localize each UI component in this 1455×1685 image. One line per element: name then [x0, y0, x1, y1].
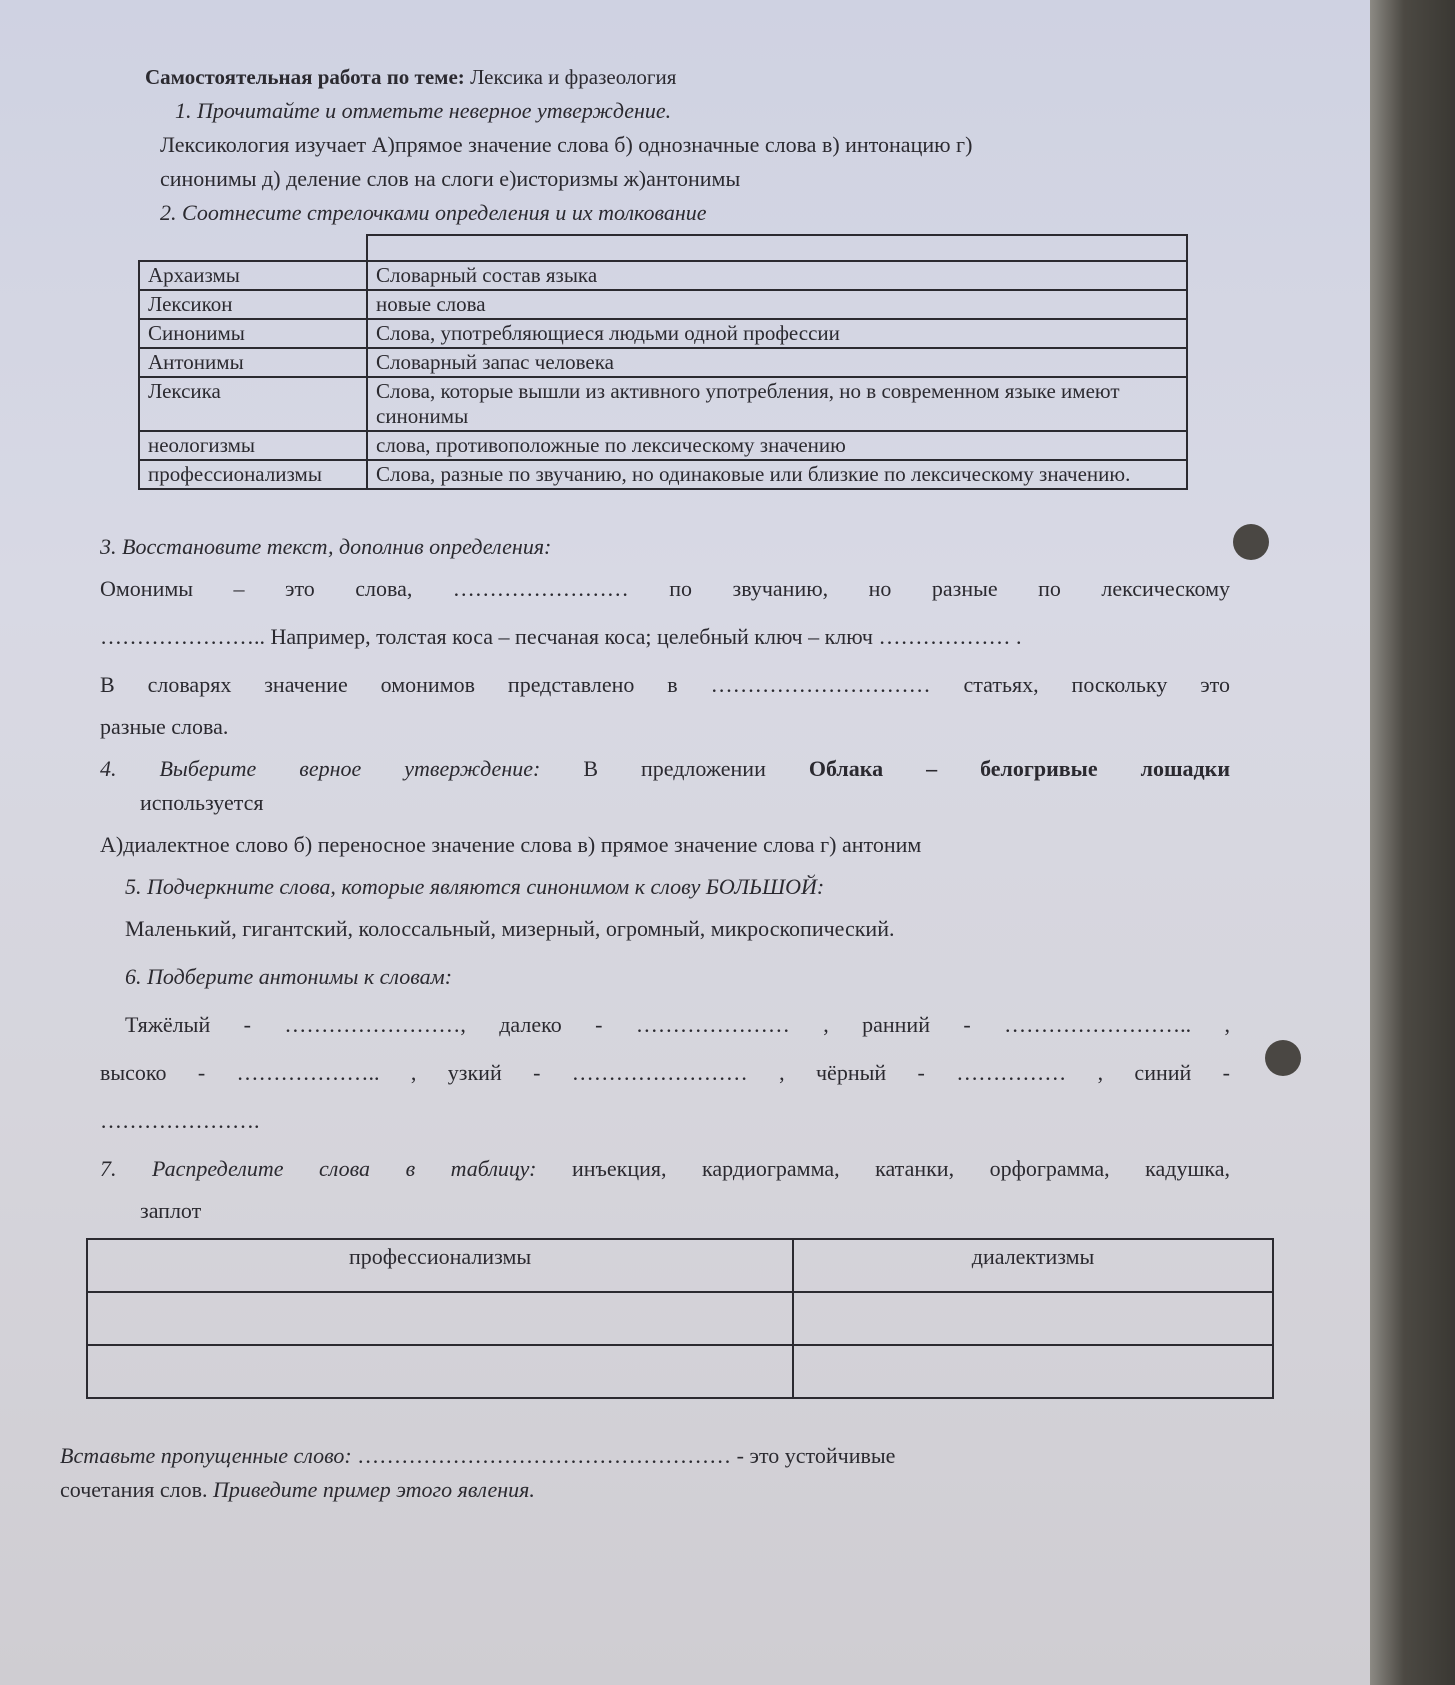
q5-prompt: 5. Подчеркните слова, которые являются синонимом к слову БОЛЬШОЙ:: [125, 874, 825, 899]
term-cell: Архаизмы: [139, 261, 367, 290]
term-cell: Синонимы: [139, 319, 367, 348]
table-row: [139, 290, 1187, 319]
q6-line2: высоко - ……………….. , узкий - …………………… , чёрный - …………… , синий -: [100, 1060, 1230, 1085]
punch-hole: [1265, 1040, 1301, 1076]
table-cell[interactable]: [87, 1345, 793, 1398]
q4-prompt: 4. Выберите верное утверждение:: [100, 756, 541, 781]
q3-line4: разные слова.: [100, 714, 229, 739]
footer-blank: …………………………………………… - это устойчивые: [357, 1443, 896, 1468]
definition-cell: новые слова: [367, 290, 1187, 319]
column-header-professionalisms: профессионализмы: [87, 1239, 793, 1292]
q2-prompt: 2. Соотнесите стрелочками определения и их толкование: [160, 200, 707, 225]
q5-words: Маленький, гигантский, колоссальный, мизерный, огромный, микроскопический.: [125, 916, 895, 941]
q6-line3: ………………….: [100, 1108, 260, 1133]
q4-options: А)диалектное слово б) переносное значение слова в) прямое значение слова г) антоним: [100, 832, 922, 857]
punch-hole: [1233, 524, 1269, 560]
term-cell: Лексика: [139, 377, 367, 431]
q6-prompt: 6. Подберите антонимы к словам:: [125, 964, 453, 989]
q4-line: [100, 752, 1230, 786]
q4-lead: В предложении: [583, 756, 766, 781]
q3-prompt: 3. Восстановите текст, дополнив определения:: [100, 534, 552, 559]
table-cell[interactable]: [793, 1345, 1273, 1398]
q3-line3: В словарях значение омонимов представлено в ………………………… статьях, поскольку это: [100, 672, 1230, 697]
matching-table: [138, 234, 1188, 490]
table-row: [87, 1292, 1273, 1345]
definition-cell: Слова, разные по звучанию, но одинаковые или близкие по лексическому значению.: [367, 460, 1187, 489]
q6-line1: Тяжёлый - ……………………, далеко - ………………… , ранний - …………………….. ,: [125, 1012, 1230, 1037]
q7-words2: заплот: [140, 1198, 202, 1223]
table-cell: [367, 235, 1187, 261]
footer-line2a: сочетания слов.: [60, 1477, 208, 1502]
definition-cell: Слова, употребляющиеся людьми одной профессии: [367, 319, 1187, 348]
term-cell: Антонимы: [139, 348, 367, 377]
table-row: [139, 431, 1187, 460]
term-cell: неологизмы: [139, 431, 367, 460]
table-row: [139, 348, 1187, 377]
table-row: [87, 1345, 1273, 1398]
background-edge: [1370, 0, 1455, 1685]
table-row: [139, 235, 1187, 261]
q7-prompt: 7. Распределите слова в таблицу:: [100, 1156, 537, 1181]
term-cell: Лексикон: [139, 290, 367, 319]
footer-line2b: Приведите пример этого явления.: [212, 1477, 535, 1502]
q1-line2: синонимы д) деление слов на слоги е)историзмы ж)антонимы: [160, 166, 741, 191]
definition-cell: слова, противоположные по лексическому значению: [367, 431, 1187, 460]
table-row: [87, 1239, 1273, 1292]
q3-line1: Омонимы – это слова, …………………… по звучанию, но разные по лексическому: [100, 576, 1230, 601]
q7-line: [100, 1152, 1230, 1186]
definition-cell: Слова, которые вышли из активного употребления, но в современном языке имеют синонимы: [367, 377, 1187, 431]
definition-cell: Словарный состав языка: [367, 261, 1187, 290]
q1-prompt: 1. Прочитайте и отметьте неверное утверждение.: [175, 98, 672, 123]
q1-line1: Лексикология изучает А)прямое значение слова б) однозначные слова в) интонацию г): [160, 132, 973, 157]
term-cell: профессионализмы: [139, 460, 367, 489]
q4-sentence: Облака – белогривые лошадки: [808, 756, 1231, 781]
column-header-dialectisms: диалектизмы: [793, 1239, 1273, 1292]
q3-line2: ………………….. Например, толстая коса – песчаная коса; целебный ключ – ключ ……………… .: [100, 624, 1022, 649]
footer-line1: [60, 1439, 1230, 1473]
table-cell[interactable]: [793, 1292, 1273, 1345]
table-row: [139, 261, 1187, 290]
footer-prompt: Вставьте пропущенные слово:: [60, 1443, 352, 1468]
table-cell[interactable]: [87, 1292, 793, 1345]
table-row: [139, 377, 1187, 431]
table-cell: [139, 235, 367, 261]
definition-cell: Словарный запас человека: [367, 348, 1187, 377]
table-row: [139, 460, 1187, 489]
footer-line2: [60, 1473, 1230, 1507]
q4-cont: используется: [140, 790, 264, 815]
q7-words: инъекция, кардиограмма, катанки, орфограмма, кадушка,: [571, 1156, 1231, 1181]
table-row: [139, 319, 1187, 348]
worksheet-content: [60, 60, 1231, 1507]
distribution-table: [86, 1238, 1274, 1399]
page-title: Самостоятельная работа по теме: Лексика и фразеология: [145, 65, 677, 89]
